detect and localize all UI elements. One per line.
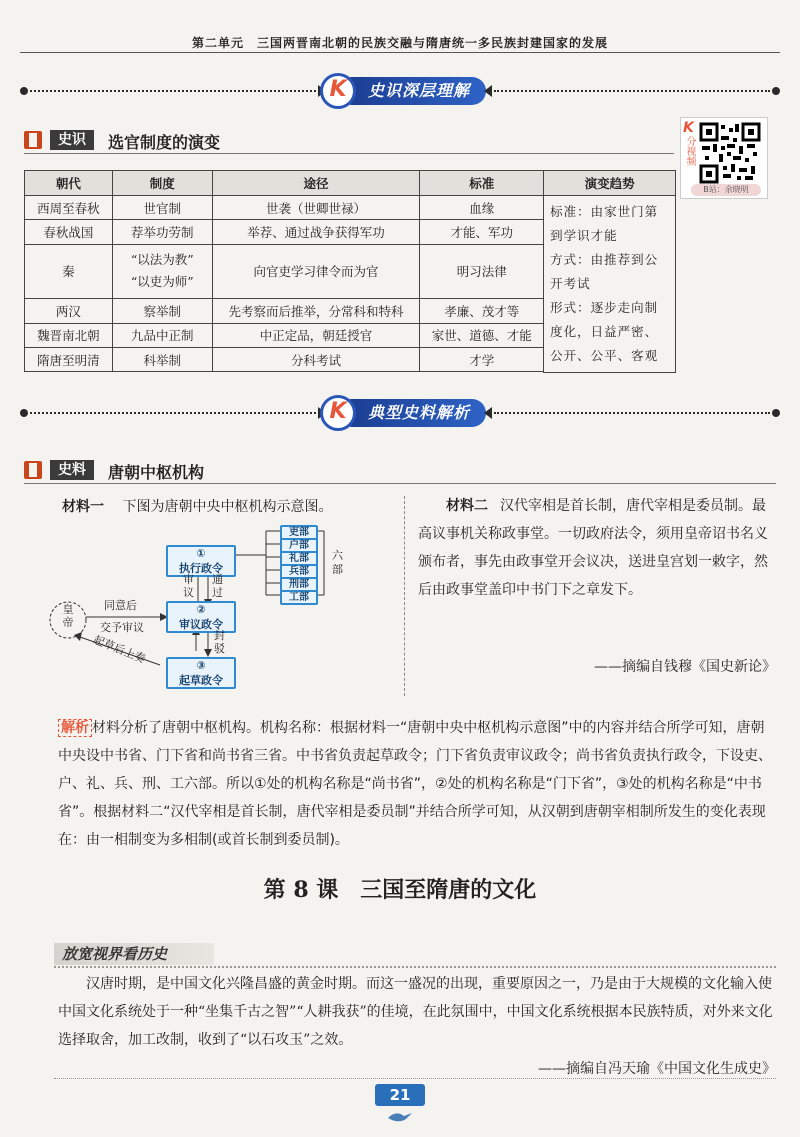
path-cell: 中正定品，朝廷授官 xyxy=(212,323,420,347)
banner-section-deep-understanding xyxy=(20,76,780,106)
banner-arrow xyxy=(484,85,492,97)
lesson-title: 第 8 课 三国至隋唐的文化 xyxy=(263,877,537,903)
section-tag: 史识 xyxy=(50,130,94,150)
broaden-source: ——摘编自冯天瑜《中国文化生成史》 xyxy=(538,1061,776,1077)
running-header: 第二单元 三国两晋南北朝的民族交融与隋唐统一多民族封建国家的发展 xyxy=(191,36,608,50)
section-title: 唐朝中枢机构 xyxy=(108,463,205,482)
banner-title: 史识深层理解 xyxy=(338,77,486,105)
central-institutions-diagram xyxy=(40,525,390,695)
standard-cell: 家世、道德、才能 xyxy=(420,323,544,347)
video-label: 分视频 xyxy=(684,136,695,166)
banner-section-typical-materials xyxy=(20,398,780,428)
material2-source: ——摘编自钱穆《国史新论》 xyxy=(594,659,776,675)
material2-text: 汉代宰相是首长制，唐代宰相是委员制。最高议事机关称政事堂。一切政府法令，须用皇帝诏书名义颁布者，事先由政事堂开会议决，送进皇宫划一敕字，然后由政事堂盖印中书门下之章发下。 xyxy=(418,498,768,598)
banner-dot xyxy=(772,409,780,417)
broaden-rule xyxy=(54,966,776,968)
path-cell: 分科考试 xyxy=(212,347,420,371)
broaden-bottom-rule xyxy=(54,1078,776,1079)
table-header-cell: 途径 xyxy=(212,171,420,196)
reject-label: 封驳 xyxy=(214,629,225,655)
system-cell: “以法为教” “以吏为师” xyxy=(112,244,212,298)
dynasty-cell: 秦 xyxy=(25,244,113,298)
k-logo-icon: K xyxy=(320,73,356,109)
ministry-box: 吏部 xyxy=(280,525,318,540)
system-cell: 察举制 xyxy=(112,299,212,323)
submit-label: 起草后上奏 xyxy=(91,633,148,666)
banner-dot xyxy=(20,87,28,95)
ministry-box: 户部 xyxy=(280,538,318,553)
section-rule xyxy=(24,153,674,154)
path-cell: 先考察而后推举，分常科和特科 xyxy=(212,299,420,323)
path-cell: 举荐、通过战争获得军功 xyxy=(212,220,420,244)
system-cell: 荐举功劳制 xyxy=(112,220,212,244)
review-label: 审议 xyxy=(183,573,194,599)
banner-dotted-line xyxy=(30,90,320,92)
trend-cell: 标准：由家世门第到学识才能 方式：由推荐到公开考试 形式：逐步走向制度化，日益严密、公开、公平、客观 xyxy=(544,196,676,373)
banner-dot xyxy=(20,409,28,417)
book-icon xyxy=(24,131,42,149)
broaden-text: 汉唐时期，是中国文化兴隆昌盛的黄金时期。而这一盛况的出现，重要原因之一，乃是由于大规模的文化输入使中国文化系统处于一种“坐集千古之智”“人耕我获”的佳境，在此氛围中，中国文化系统根据本民族特质，对外来文化选择取舍，加工改制，收到了“以石攻玉”之效。 xyxy=(58,976,773,1048)
standard-cell: 血缘 xyxy=(420,196,544,220)
table-header-cell: 标准 xyxy=(420,171,544,196)
page-number: 21 xyxy=(375,1084,425,1106)
dynasty-cell: 西周至春秋 xyxy=(25,196,113,220)
standard-cell: 孝廉、茂才等 xyxy=(420,299,544,323)
ministry-box: 礼部 xyxy=(280,551,318,566)
box-text: 审议政令 xyxy=(179,618,223,631)
material1 xyxy=(62,496,332,516)
material1-text: 下图为唐朝中央中枢机构示意图。 xyxy=(122,499,333,515)
dynasty-cell: 隋唐至明清 xyxy=(25,347,113,371)
selection-system-table xyxy=(24,170,676,373)
standard-cell: 明习法律 xyxy=(420,244,544,298)
ministry-box: 兵部 xyxy=(280,564,318,579)
box-execute xyxy=(166,545,236,577)
path-cell: 向官吏学习律令而为官 xyxy=(212,244,420,298)
book-icon xyxy=(24,461,42,479)
banner-dot xyxy=(772,87,780,95)
table-header-cell: 朝代 xyxy=(25,171,113,196)
analysis xyxy=(58,714,778,854)
analysis-text: 材料分析了唐朝中枢机构。机构名称：根据材料一“唐朝中央中枢机构示意图”中的内容并结合所学可知，唐朝中央设中书省、门下省和尚书省三省。中书省负责起草政令；门下省负责审议政令；尚书省负责执行政令，下设吏、户、礼、兵、刑、工六部。所以①处的机构名称是“尚书省”，②处的机构名称是“门下省”，③处的机构名称是“中书省”。根据材料二“汉代宰相是首长制，唐代宰相是委员制”并结合所学可知，从汉朝到唐朝宰相制所发生的变化表现在：由一相制变为多相制(或首长制到委员制)。 xyxy=(58,720,772,848)
material2-label: 材料二 xyxy=(446,498,488,514)
table-row xyxy=(25,196,676,220)
system-cell: 世官制 xyxy=(112,196,212,220)
banner-dotted-line xyxy=(30,412,320,414)
banner-arrow xyxy=(484,407,492,419)
dynasty-cell: 魏晋南北朝 xyxy=(25,323,113,347)
table-header-row xyxy=(25,171,676,196)
box-number: ① xyxy=(196,547,206,560)
path-cell: 世袭（世卿世禄） xyxy=(212,196,420,220)
ministry-box: 工部 xyxy=(280,590,318,605)
emperor-label: 皇帝 xyxy=(62,603,74,629)
banner-dotted-line xyxy=(494,90,770,92)
table-header-cell: 制度 xyxy=(112,171,212,196)
video-site-label: B站：余晓明 xyxy=(691,184,761,196)
analysis-tag: 解析 xyxy=(58,719,92,737)
hand-over-label: 交予审议 xyxy=(100,621,144,634)
video-qr-panel[interactable] xyxy=(680,117,768,199)
k-logo-icon: K xyxy=(320,395,356,431)
box-text: 执行政令 xyxy=(179,562,223,575)
material2 xyxy=(418,492,774,604)
broaden-tag: 放宽视界看历史 xyxy=(62,945,168,963)
box-number: ③ xyxy=(196,659,206,672)
material1-label: 材料一 xyxy=(62,499,104,515)
dynasty-cell: 春秋战国 xyxy=(25,220,113,244)
system-cell: 科举制 xyxy=(112,347,212,371)
bird-icon xyxy=(386,1108,414,1124)
header-rule xyxy=(20,52,780,53)
table-header-cell: 演变趋势 xyxy=(544,171,676,196)
system-cell: 九品中正制 xyxy=(112,323,212,347)
dynasty-cell: 两汉 xyxy=(25,299,113,323)
section-tag: 史料 xyxy=(50,460,94,480)
box-number: ② xyxy=(196,603,206,616)
k-logo-icon: K xyxy=(683,120,694,136)
section-title: 选官制度的演变 xyxy=(108,133,221,152)
box-text: 起草政令 xyxy=(179,674,223,687)
ministry-box: 刑部 xyxy=(280,577,318,592)
pass-label: 通过 xyxy=(212,573,223,599)
banner-dotted-line xyxy=(494,412,770,414)
standard-cell: 才能、军功 xyxy=(420,220,544,244)
standard-cell: 才学 xyxy=(420,347,544,371)
six-ministries-label: 六部 xyxy=(332,549,343,576)
agree-label: 同意后 xyxy=(104,599,137,612)
column-divider xyxy=(404,496,405,696)
section-rule xyxy=(24,483,776,484)
banner-title: 典型史料解析 xyxy=(338,399,486,427)
qr-code-icon xyxy=(699,122,761,184)
box-draft xyxy=(166,657,236,689)
